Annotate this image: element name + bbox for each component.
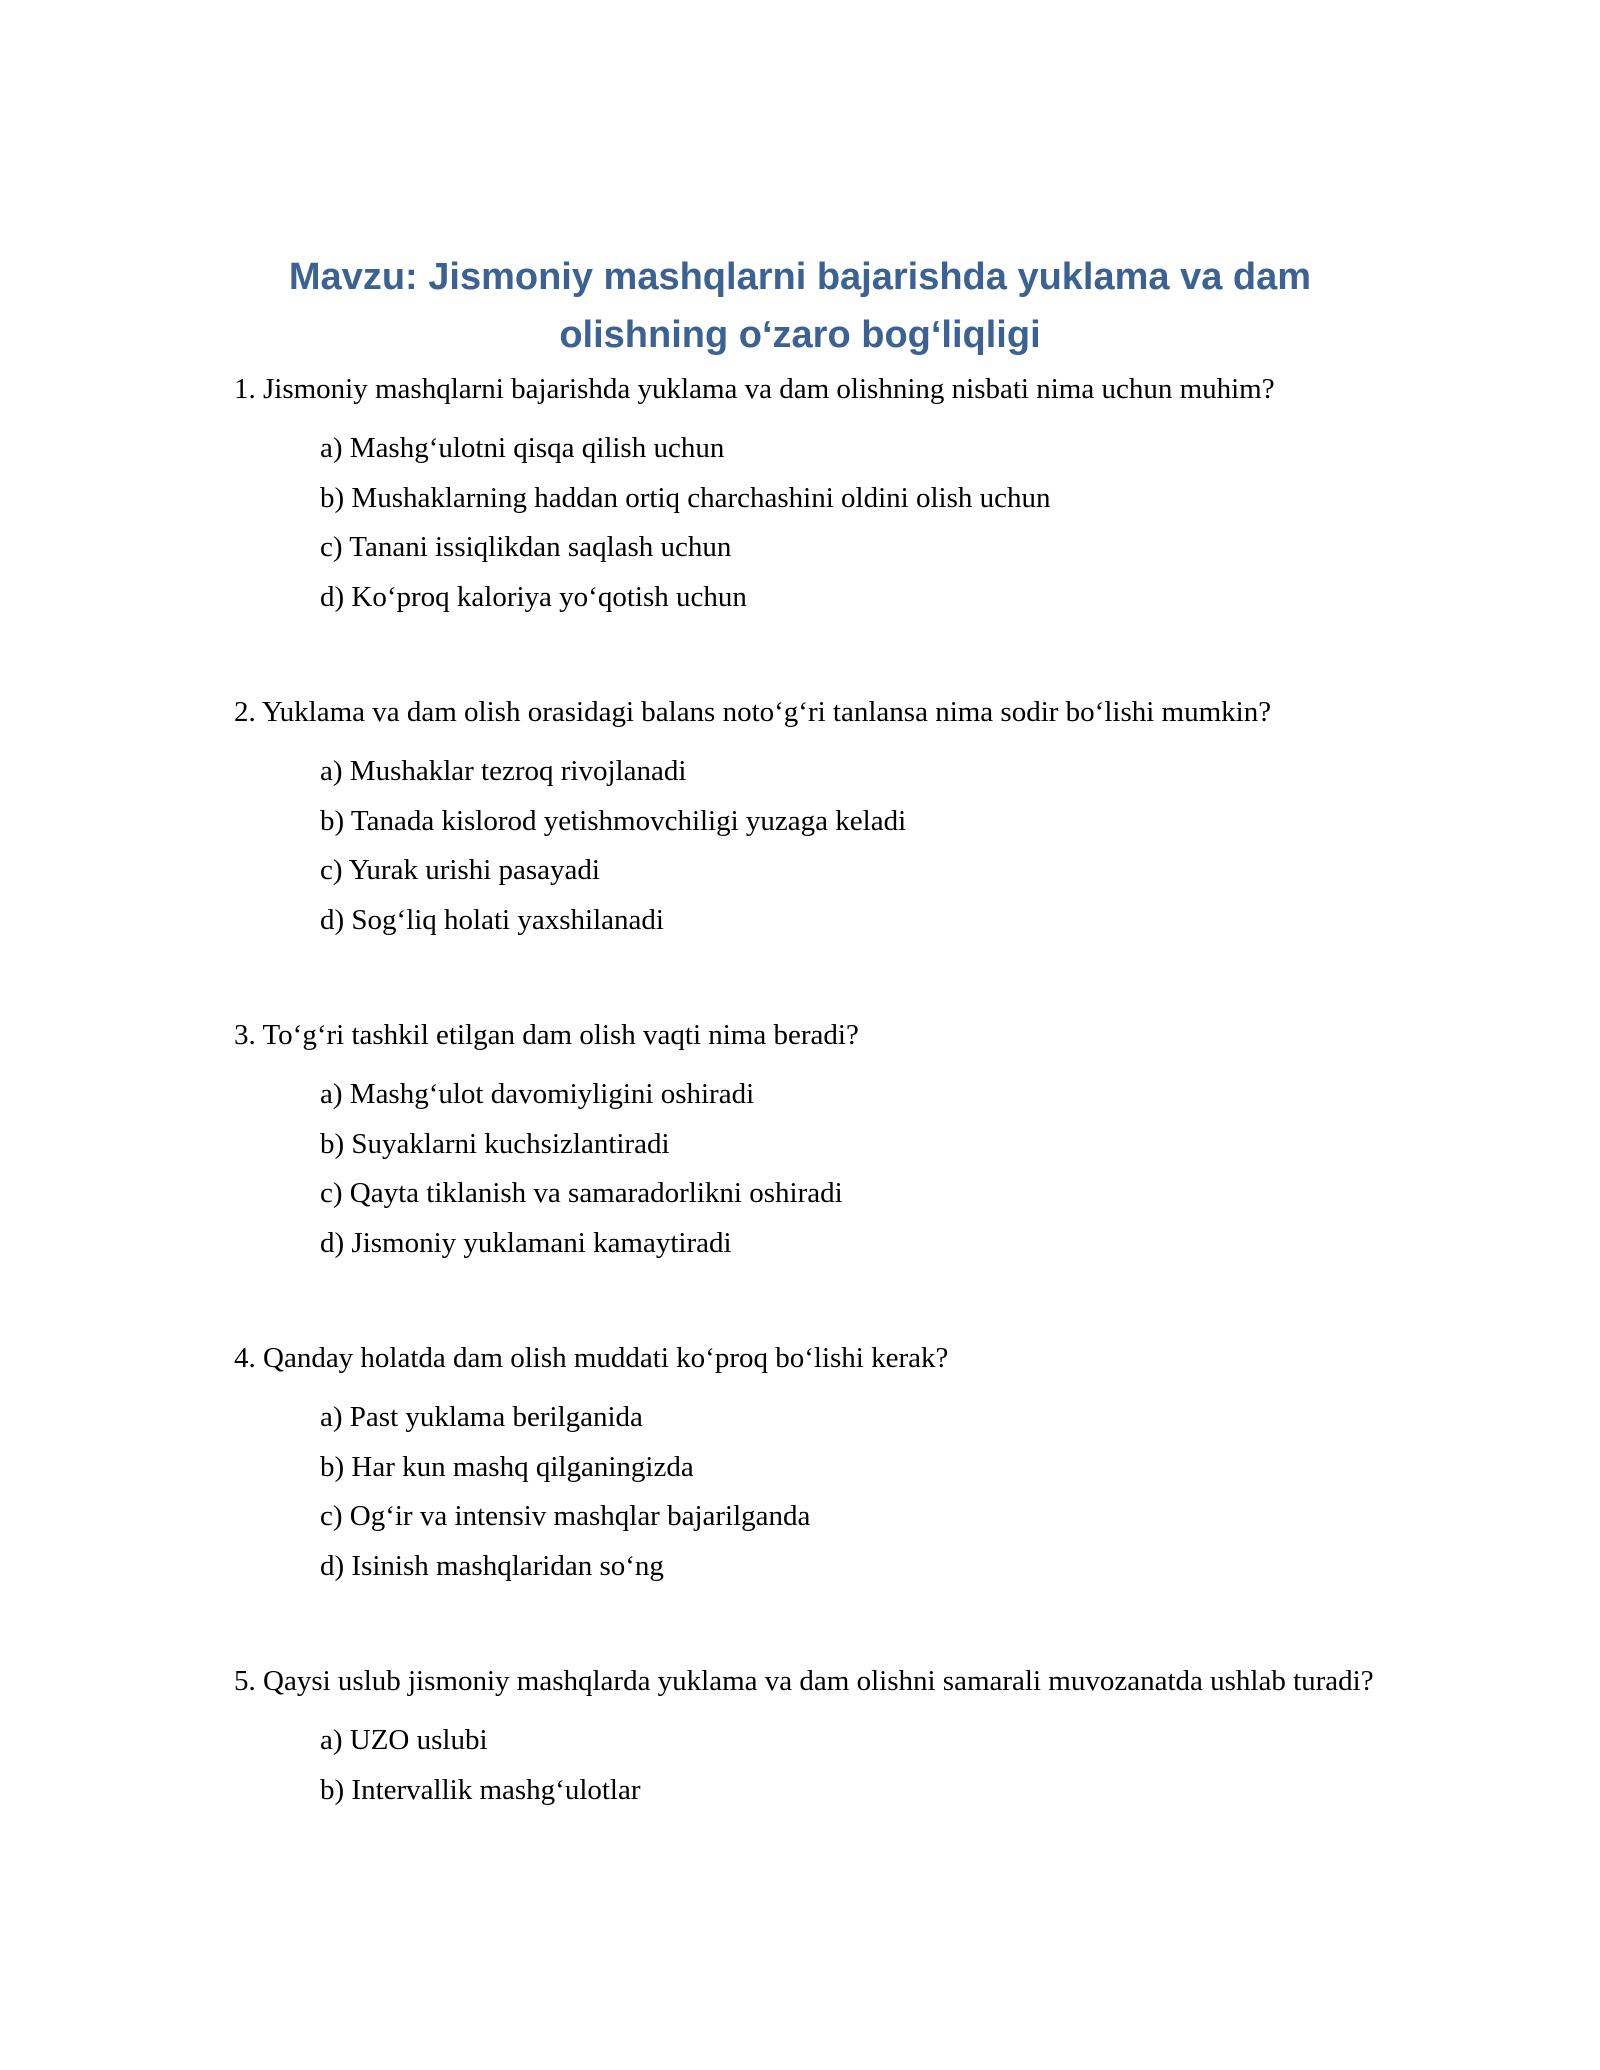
question-text: 5. Qaysi uslub jismoniy mashqlarda yuklama va dam olishni samarali muvozanatda ushlab turadi? [234,1665,1374,1697]
question-text: 2. Yuklama va dam olish orasidagi balans noto‘g‘ri tanlansa nima sodir bo‘lishi mumkin? [234,696,1272,728]
option-a: a) Mashg‘ulot davomiyligini oshiradi [320,1078,755,1110]
question-3 [234,1014,1384,1268]
page-title [200,248,1400,364]
question-5 [234,1660,1384,1815]
option-list [320,747,1384,945]
option-list [320,1393,1384,1591]
option-list [320,424,1384,622]
option-list [320,1716,1384,1815]
option-c: c) Og‘ir va intensiv mashqlar bajarilganda [320,1500,811,1532]
option-d: d) Sog‘liq holati yaxshilanadi [320,903,664,936]
option-a: a) UZO uslubi [320,1724,488,1756]
question-4 [234,1337,1384,1591]
option-b: b) Tanada kislorod yetishmovchiligi yuzaga keladi [320,804,907,837]
question-2 [234,691,1384,945]
title-line-2: olishning o‘zaro bog‘liqligi [559,314,1041,356]
option-a: a) Mushaklar tezroq rivojlanadi [320,755,687,787]
question-text: 1. Jismoniy mashqlarni bajarishda yuklama va dam olishning nisbati nima uchun muhim? [234,373,1275,405]
option-d: d) Jismoniy yuklamani kamaytiradi [320,1226,732,1259]
option-a: a) Mashg‘ulotni qisqa qilish uchun [320,432,725,464]
option-c: c) Yurak urishi pasayadi [320,854,600,886]
option-b: b) Har kun mashq qilganingizda [320,1450,694,1483]
option-b: b) Suyaklarni kuchsizlantiradi [320,1127,670,1160]
question-1 [234,368,1384,622]
option-d: d) Ko‘proq kaloriya yo‘qotish uchun [320,580,747,613]
title-line-1: Mavzu: Jismoniy mashqlarni bajarishda yuklama va dam [288,256,1312,298]
question-text: 3. To‘g‘ri tashkil etilgan dam olish vaqti nima beradi? [234,1019,859,1051]
option-a: a) Past yuklama berilganida [320,1401,643,1433]
question-text: 4. Qanday holatda dam olish muddati ko‘proq bo‘lishi kerak? [234,1342,949,1374]
option-c: c) Qayta tiklanish va samaradorlikni oshiradi [320,1177,843,1209]
option-b: b) Mushaklarning haddan ortiq charchashini oldini olish uchun [320,481,1051,514]
option-c: c) Tanani issiqlikdan saqlash uchun [320,531,732,563]
option-list [320,1070,1384,1268]
option-d: d) Isinish mashqlaridan so‘ng [320,1549,664,1582]
option-b: b) Intervallik mashg‘ulotlar [320,1773,641,1806]
